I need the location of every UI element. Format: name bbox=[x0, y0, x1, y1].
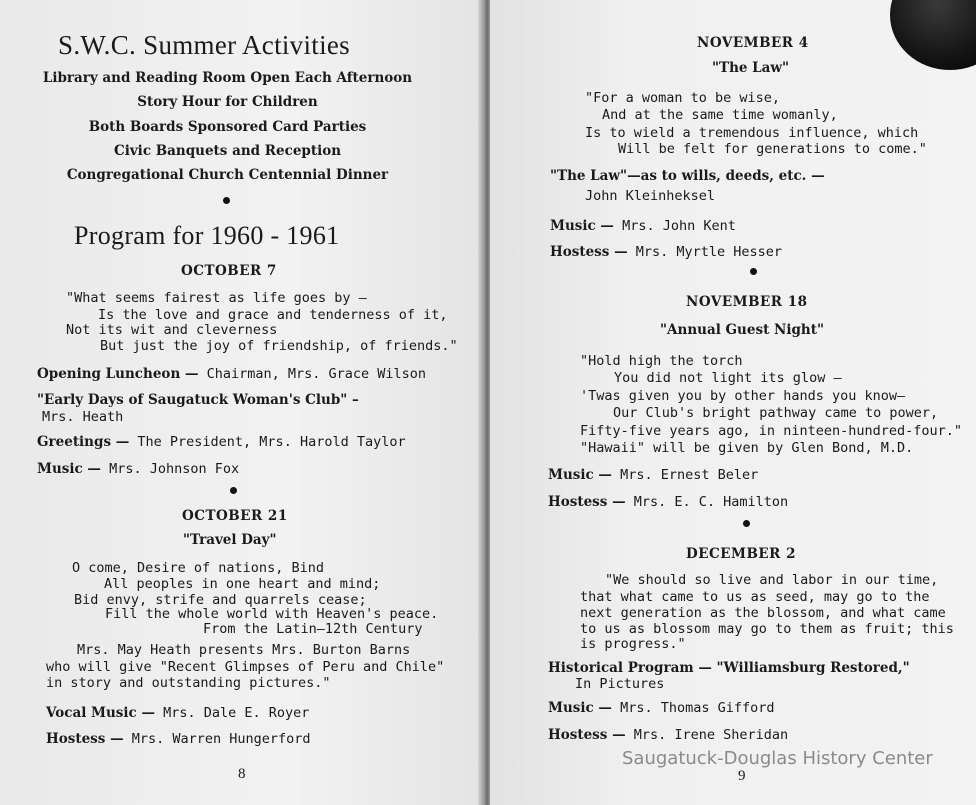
theme-the-law: "The Law" bbox=[712, 60, 790, 76]
quote-line: Fifty-five years ago, in ninteen-hundred-four." bbox=[580, 423, 963, 439]
line-value: Mrs. Dale E. Royer bbox=[163, 705, 310, 721]
line-value: Mrs. Myrtle Hesser bbox=[635, 244, 783, 260]
hostess-line bbox=[548, 727, 788, 743]
watermark-text: Saugatuck-Douglas History Center bbox=[622, 748, 933, 769]
quote-line: O come, Desire of nations, Bind bbox=[72, 560, 324, 576]
quote-line: "For a woman to be wise, bbox=[585, 90, 781, 106]
quote-line: Fill the whole world with Heaven's peace. bbox=[105, 606, 439, 622]
music-line bbox=[37, 461, 239, 477]
law-line bbox=[550, 168, 825, 184]
right-page bbox=[490, 0, 976, 805]
quote-line: You did not light its glow — bbox=[614, 370, 842, 386]
activity-item: Story Hour for Children bbox=[137, 94, 318, 110]
quote-line: "Hawaii" will be given by Glen Bond, M.D. bbox=[580, 440, 914, 456]
bullet-dot bbox=[750, 268, 757, 275]
line-value: Mrs. Johnson Fox bbox=[109, 461, 240, 477]
greetings-line bbox=[37, 434, 406, 450]
line-value: Mrs. E. C. Hamilton bbox=[633, 494, 789, 510]
hostess-line bbox=[548, 494, 788, 510]
quote-line: Will be felt for generations to come." bbox=[618, 141, 927, 157]
program-title: Program for 1960 - 1961 bbox=[74, 221, 340, 250]
line-label: Greetings — bbox=[37, 434, 130, 450]
quote-attribution: From the Latin—12th Century bbox=[203, 621, 423, 637]
line-label: Hostess — bbox=[548, 494, 626, 510]
bullet-dot bbox=[223, 197, 230, 204]
date-heading-oct21: OCTOBER 21 bbox=[182, 508, 288, 524]
quote-line: 'Twas given you by other hands you know— bbox=[580, 388, 906, 404]
quote-line: And at the same time womanly, bbox=[602, 107, 838, 123]
line-label: Hostess — bbox=[550, 244, 628, 260]
line-label: Historical Program — "Williamsburg Restored," bbox=[548, 660, 910, 676]
line-label: Hostess — bbox=[46, 731, 124, 747]
line-label: Music — bbox=[548, 700, 612, 716]
date-heading-nov18: NOVEMBER 18 bbox=[686, 294, 808, 310]
line-label: Music — bbox=[548, 467, 612, 483]
line-label: "Early Days of Saugatuck Woman's Club" – bbox=[37, 392, 359, 408]
date-heading-oct7: OCTOBER 7 bbox=[181, 263, 277, 279]
presentation-line: who will give "Recent Glimpses of Peru and Chile" bbox=[46, 659, 445, 675]
quote-line: "What seems fairest as life goes by — bbox=[66, 290, 367, 306]
quote-line: Not its wit and cleverness bbox=[66, 322, 278, 338]
quote-line: Is the love and grace and tenderness of it, bbox=[98, 307, 448, 323]
quote-line: Bid envy, strife and quarrels cease; bbox=[74, 592, 367, 608]
quote-line: is progress." bbox=[580, 636, 686, 652]
summer-activities-title: S.W.C. Summer Activities bbox=[58, 30, 350, 60]
date-heading-dec2: DECEMBER 2 bbox=[686, 546, 796, 562]
historical-program-detail: In Pictures bbox=[575, 676, 665, 692]
music-line bbox=[548, 700, 775, 716]
quote-line: next generation as the blossom, and what came bbox=[580, 605, 946, 621]
activity-item: Library and Reading Room Open Each Afternoon bbox=[42, 70, 413, 86]
activity-item: Civic Banquets and Reception bbox=[113, 143, 342, 159]
line-value: Mrs. Warren Hungerford bbox=[131, 731, 311, 747]
line-label: Music — bbox=[37, 461, 101, 477]
quote-line: All peoples in one heart and mind; bbox=[104, 576, 381, 592]
line-value: The President, Mrs. Harold Taylor bbox=[137, 434, 406, 450]
quote-line: Is to wield a tremendous influence, which bbox=[585, 125, 919, 141]
quote-line: Our Club's bright pathway came to power, bbox=[613, 405, 939, 421]
presentation-line: in story and outstanding pictures." bbox=[46, 675, 331, 691]
page-number-left: 8 bbox=[238, 766, 246, 782]
music-line bbox=[548, 467, 758, 483]
historical-program-line bbox=[548, 660, 910, 676]
hostess-line bbox=[46, 731, 311, 747]
quote-line: to us as blossom may go to them as fruit; this bbox=[580, 621, 954, 637]
activity-item: Congregational Church Centennial Dinner bbox=[66, 167, 389, 183]
activity-item: Both Boards Sponsored Card Parties bbox=[88, 119, 367, 135]
line-label: "The Law"—as to wills, deeds, etc. — bbox=[550, 168, 825, 184]
music-line bbox=[550, 218, 736, 234]
presentation-line: Mrs. May Heath presents Mrs. Burton Barns bbox=[77, 642, 411, 658]
early-days-presenter: Mrs. Heath bbox=[42, 409, 124, 425]
line-value: Chairman, Mrs. Grace Wilson bbox=[206, 366, 427, 382]
line-label: Vocal Music — bbox=[46, 705, 155, 721]
theme-travel-day: "Travel Day" bbox=[183, 532, 277, 548]
line-value: Mrs. Irene Sheridan bbox=[633, 727, 789, 743]
line-label: Music — bbox=[550, 218, 614, 234]
page-number-right: 9 bbox=[738, 768, 746, 784]
quote-line: But just the joy of friendship, of friends." bbox=[100, 338, 458, 354]
early-days-line bbox=[37, 392, 359, 408]
quote-line: "We should so live and labor in our time, bbox=[605, 572, 939, 588]
vocal-music-line bbox=[46, 705, 309, 721]
line-value: Mrs. Ernest Beler bbox=[620, 467, 759, 483]
bullet-dot bbox=[743, 520, 750, 527]
theme-annual-guest-night: "Annual Guest Night" bbox=[660, 322, 824, 338]
line-label: Hostess — bbox=[548, 727, 626, 743]
line-value: Mrs. Thomas Gifford bbox=[620, 700, 775, 716]
line-value: Mrs. John Kent bbox=[622, 218, 736, 234]
left-page bbox=[0, 0, 482, 805]
quote-line: that what came to us as seed, may go to the bbox=[580, 589, 930, 605]
quote-line: "Hold high the torch bbox=[580, 353, 743, 369]
hostess-line bbox=[550, 244, 782, 260]
line-label: Opening Luncheon — bbox=[37, 366, 199, 382]
bullet-dot bbox=[230, 487, 237, 494]
law-speaker: John Kleinheksel bbox=[585, 188, 716, 204]
date-heading-nov4: NOVEMBER 4 bbox=[697, 35, 809, 51]
opening-luncheon-line bbox=[37, 366, 426, 382]
